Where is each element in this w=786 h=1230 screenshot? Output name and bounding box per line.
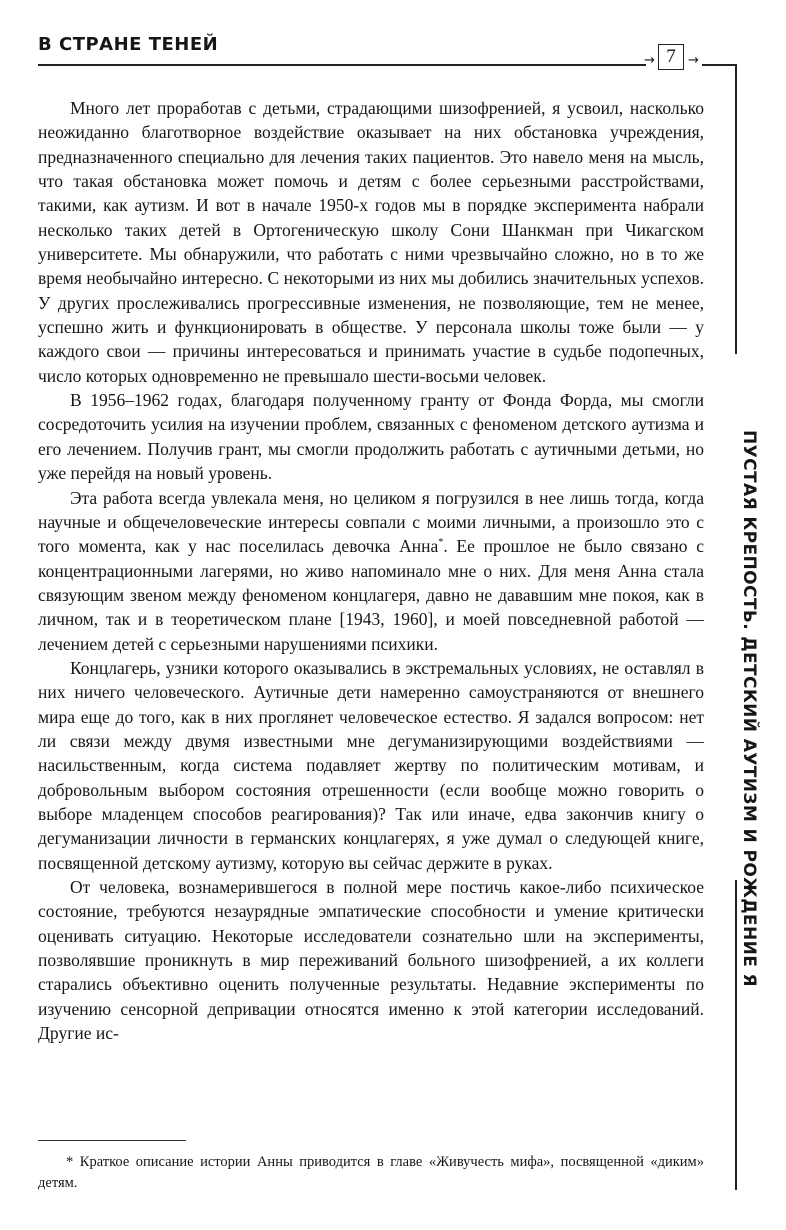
header-rule: [38, 64, 646, 66]
paragraph-text: . Ее прошлое не было связано с концентрационными лагерями, но живо напоминало мне о них. Для меня Анна стала связующим звеном между феноменом концлагеря, давно не дававшим мне покоя, как в личном, так и в теоретическом плане [1943, 1960], и моей повседневной работой — лечением детей с серьезными нарушениями психики.: [38, 536, 705, 654]
footnote-rule: [38, 1140, 186, 1141]
paragraph: От человека, вознамерившегося в полной мере постичь какое-либо психическое состояние, требуются незаурядные эмпатические способности и умение критически оценивать ситуацию. Некоторые исследователи сознательно шли на эксперименты, позволявшие проникнуть в мир переживаний больного шизофренией, а их коллеги старались объективно оценить полученные результаты. Недавние эксперименты по изучению сенсорной депривации относятся именно к этой категории исследований. Другие ис-: [38, 877, 704, 1044]
arrow-right-icon: →: [644, 53, 655, 68]
paragraph: Много лет проработав с детьми, страдающими шизофренией, я усвоил, насколько неожиданно благотворное воздействие оказывает на них обстановка учреждения, предназначенного специально для лечения таких пациентов. Это навело меня на мысль, что такая обстановка может помочь и детям с более серьезными расстройствами, такими, как аутизм. И вот в начале 1950-х годов мы в порядке эксперимента набрали несколько таких детей в Ортогеническую школу Сони Шанкман при Чикагском университете. Мы обнаружили, что работать с ними чрезвычайно сложно, но в то же время необычайно интересно. С некоторыми из них мы добились значительных успехов. У других прослеживались прогрессивные изменения, не позволяющие, тем не менее, успешно жить и функционировать в обществе. У персонала школы тоже были — у каждого свои — причины интересоваться и принимать участие в судьбе подопечных, число которых одновременно не превышало шести-восьми человек.: [38, 98, 704, 386]
page-number: 7: [658, 44, 684, 70]
paragraph: Концлагерь, узники которого оказывались в экстремальных условиях, не оставлял в них ничего человеческого. Аутичные дети намеренно самоустраняются от внешнего мира еще до того, как в них проглянет человеческое естество. Я задался вопросом: нет ли связи между двумя известными мне дегуманизирующими воздействиями — насильственным, когда система подавляет жертву по политическим мотивам, и добровольным выбором состояния отрешенности (если вообще можно говорить о выборе младенцем способов реагирования)? Так или иначе, едва закончив книгу о дегуманизации личности в германских концлагерях, я уже думал о следующей книге, посвященной детскому аутизму, которую вы сейчас держите в руках.: [38, 657, 704, 873]
footnote-text: * Краткое описание истории Анны приводится в главе «Живучесть мифа», посвященной «диким» детям.: [38, 1154, 704, 1191]
paragraph: [38, 486, 704, 656]
footnote: [38, 1152, 704, 1194]
side-rule-bottom: [735, 880, 737, 1190]
side-running-title: ПУСТАЯ КРЕПОСТЬ. ДЕТСКИЙ АУТИЗМ И РОЖДЕНИЕ Я: [739, 430, 759, 988]
side-rule-top: [735, 64, 737, 354]
footnote-marker: *: [438, 537, 444, 549]
main-text: [38, 96, 704, 1045]
paragraph-text: Эта работа всегда увлекала меня, но целиком я погрузился в нее лишь тогда, когда научные и общечеловеческие интересы совпали с моими личными, а произошло это с того момента, как у нас поселилась девочка Анна: [38, 487, 704, 557]
header-rule-right: [702, 64, 736, 66]
arrow-right-icon: →: [688, 53, 699, 68]
paragraph: В 1956–1962 годах, благодаря полученному гранту от Фонда Форда, мы смогли сосредоточить усилия на изучении проблем, связанных с феноменом детского аутизма и его лечением. Получив грант, мы смогли продолжить работать с аутичными детьми, но уже перейдя на новый уровень.: [38, 390, 704, 484]
running-title: В СТРАНЕ ТЕНЕЙ: [38, 34, 219, 55]
